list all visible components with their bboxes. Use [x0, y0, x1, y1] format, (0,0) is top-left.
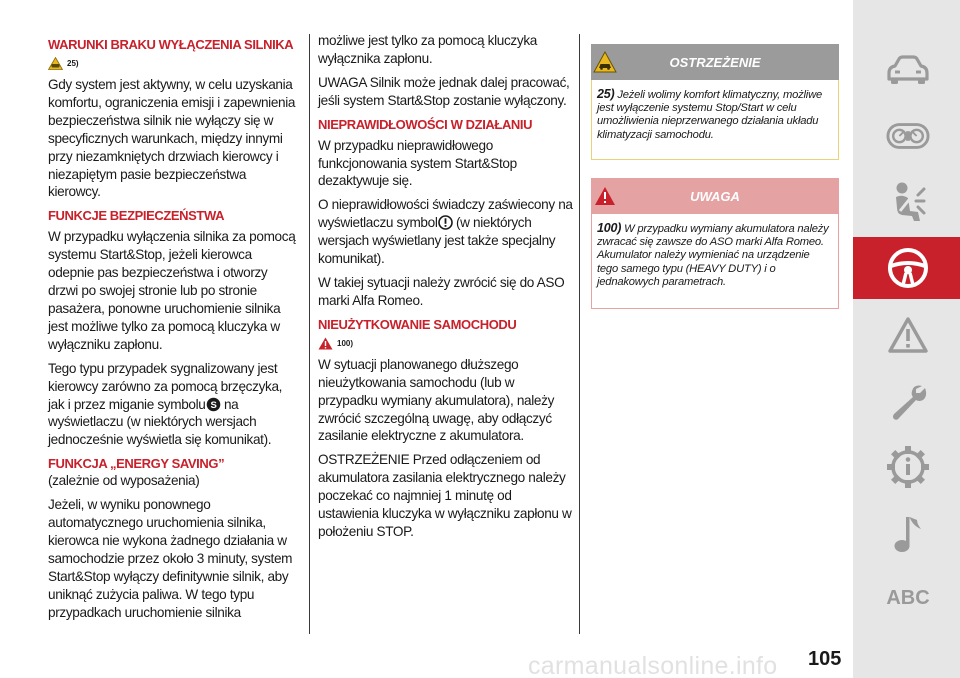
paragraph-niepraw-3: W takiej sytuacji należy zwrócić się do ASO marki Alfa Romeo. — [318, 274, 565, 308]
paragraph-niepraw-1: W przypadku nieprawidłowego funkcjonowania system Start&Stop dezaktywuje się. — [318, 137, 517, 189]
heading-nieuzytkowanie: NIEUŻYTKOWANIE SAMOCHODU — [318, 316, 517, 332]
seatbelt-person-icon[interactable] — [886, 180, 930, 224]
paragraph-niepraw-2: O nieprawidłowości świadczy zaświecony na wyświetlaczu symbol (w niektórych wersjach wyświetlany jest także specjalny komunikat). — [318, 197, 573, 267]
warning-box-header — [591, 44, 839, 80]
paragraph-nieuzyt-2: OSTRZEŻENIE Przed odłączeniem od akumulatora zasilania elektrycznego należy poczekać co najmniej 1 minutę od ustawienia kluczyka w wyłączniku zapłonu w położeniu STOP. — [318, 452, 572, 539]
column-divider — [579, 34, 580, 634]
page-number: 105 — [808, 648, 842, 670]
warning-triangle-icon — [594, 186, 616, 206]
column-1 — [48, 30, 296, 627]
paragraph-warunki: Gdy system jest aktywny, w celu uzyskania komfortu, ograniczenia emisji i zapewnienia bezpieczeństwa silnik nie wyłączy się w specyficznych warunkach, między innymi przy niezamkniętych drzwiach kierowcy i niezapiętym pasie bezpieczeństwa kierowcy. — [48, 77, 296, 200]
paragraph-funkcje-1: W przypadku wyłączenia silnika za pomocą systemu Start&Stop, jeżeli kierowca odepnie pas bezpieczeństwa i otworzy drzwi po swojej stronie lub po stronie pasażera, ponowne uruchomienie silnika jest możliwe tylko za pomocą kluczyka w wyłączniku zapłonu. — [48, 229, 296, 352]
caution-box-header — [591, 178, 839, 214]
heading-warunki: WARUNKI BRAKU WYŁĄCZENIA SILNIKA — [48, 37, 294, 52]
paragraph-continued: możliwe jest tylko za pomocą kluczyka wyłącznika zapłonu. — [318, 33, 537, 66]
heading-funkcje: FUNKCJE BEZPIECZEŃSTWA — [48, 208, 225, 224]
column-2 — [318, 32, 574, 547]
warning-triangle-icon — [48, 57, 63, 70]
paragraph-nieuzyt-1: W sytuacji planowanego dłuższego nieużytkowania samochodu (lub w przypadku wymiany akumulatora), należy zwrócić szczególną uwagę, aby odłączyć zasilanie elektryczne z akumulatora. — [318, 356, 555, 444]
warning-box-body: 25) Jeżeli wolimy komfort klimatyczny, możliwe jest wyłączenie systemu Stop/Start w celu umożliwienia nieprzerwanego działania układu klimatyzacji samochodu. — [591, 80, 839, 160]
warning-car-icon — [593, 51, 617, 73]
watermark: carmanualsonline.info — [528, 652, 778, 678]
column-divider — [309, 34, 310, 634]
warning-triangle-icon[interactable] — [886, 313, 930, 357]
malfunction-warning-icon — [438, 215, 453, 230]
caution-box-body: 100) W przypadku wymiany akumulatora należy zwracać się zawsze do ASO marki Alfa Romeo. Akumulator należy wymieniać na urządzenie tego samego typu (HEAVY DUTY) i o jednakowych parametrach. — [591, 214, 839, 309]
paragraph-energy: Jeżeli, w wyniku ponownego automatycznego uruchomienia silnika, kierowca nie wykona żadnego działania w samochodzie przez około 3 minuty, system Start&Stop wyłączy definitywnie silnik, aby uniknąć zużycia paliwa. W tego typu przypadkach uruchomienie silnika — [48, 497, 293, 620]
wrench-icon[interactable] — [886, 380, 930, 424]
start-stop-icon — [206, 397, 221, 412]
heading-energy: FUNKCJA „ENERGY SAVING” — [48, 456, 225, 472]
warning-box-title: OSTRZEŻENIE — [669, 54, 761, 70]
warning-reference-25: 25) — [48, 57, 296, 70]
warning-reference-100: 100) — [318, 337, 574, 350]
paragraph-energy-sub: (zależnie od wyposażenia) — [48, 473, 200, 489]
music-note-icon[interactable] — [886, 512, 930, 556]
paragraph-funkcje-2: Tego typu przypadek sygnalizowany jest kierowcy zarówno za pomocą brzęczyka, jak i przez miganie symbolu S na wyświetlaczu (w niektórych wersjach jednocześnie wyświetla się komunikat). — [48, 360, 283, 448]
steering-wheel-icon[interactable] — [886, 246, 930, 290]
dashboard-gauges-icon[interactable] — [886, 114, 930, 158]
abc-index-label[interactable]: ABC — [886, 587, 930, 609]
paragraph-uwaga-note: UWAGA Silnik może jednak dalej pracować, jeśli system Start&Stop zostanie wyłączony. — [318, 74, 570, 108]
svg-text:S: S — [210, 399, 217, 411]
gear-info-icon[interactable] — [886, 445, 930, 489]
warning-triangle-icon — [318, 337, 333, 350]
car-icon[interactable] — [886, 48, 930, 92]
heading-nieprawidlowosci: NIEPRAWIDŁOWOŚCI W DZIAŁANIU — [318, 116, 533, 132]
caution-box-title: UWAGA — [690, 188, 740, 204]
chapter-sidebar — [853, 0, 960, 678]
column-3 — [591, 44, 839, 309]
